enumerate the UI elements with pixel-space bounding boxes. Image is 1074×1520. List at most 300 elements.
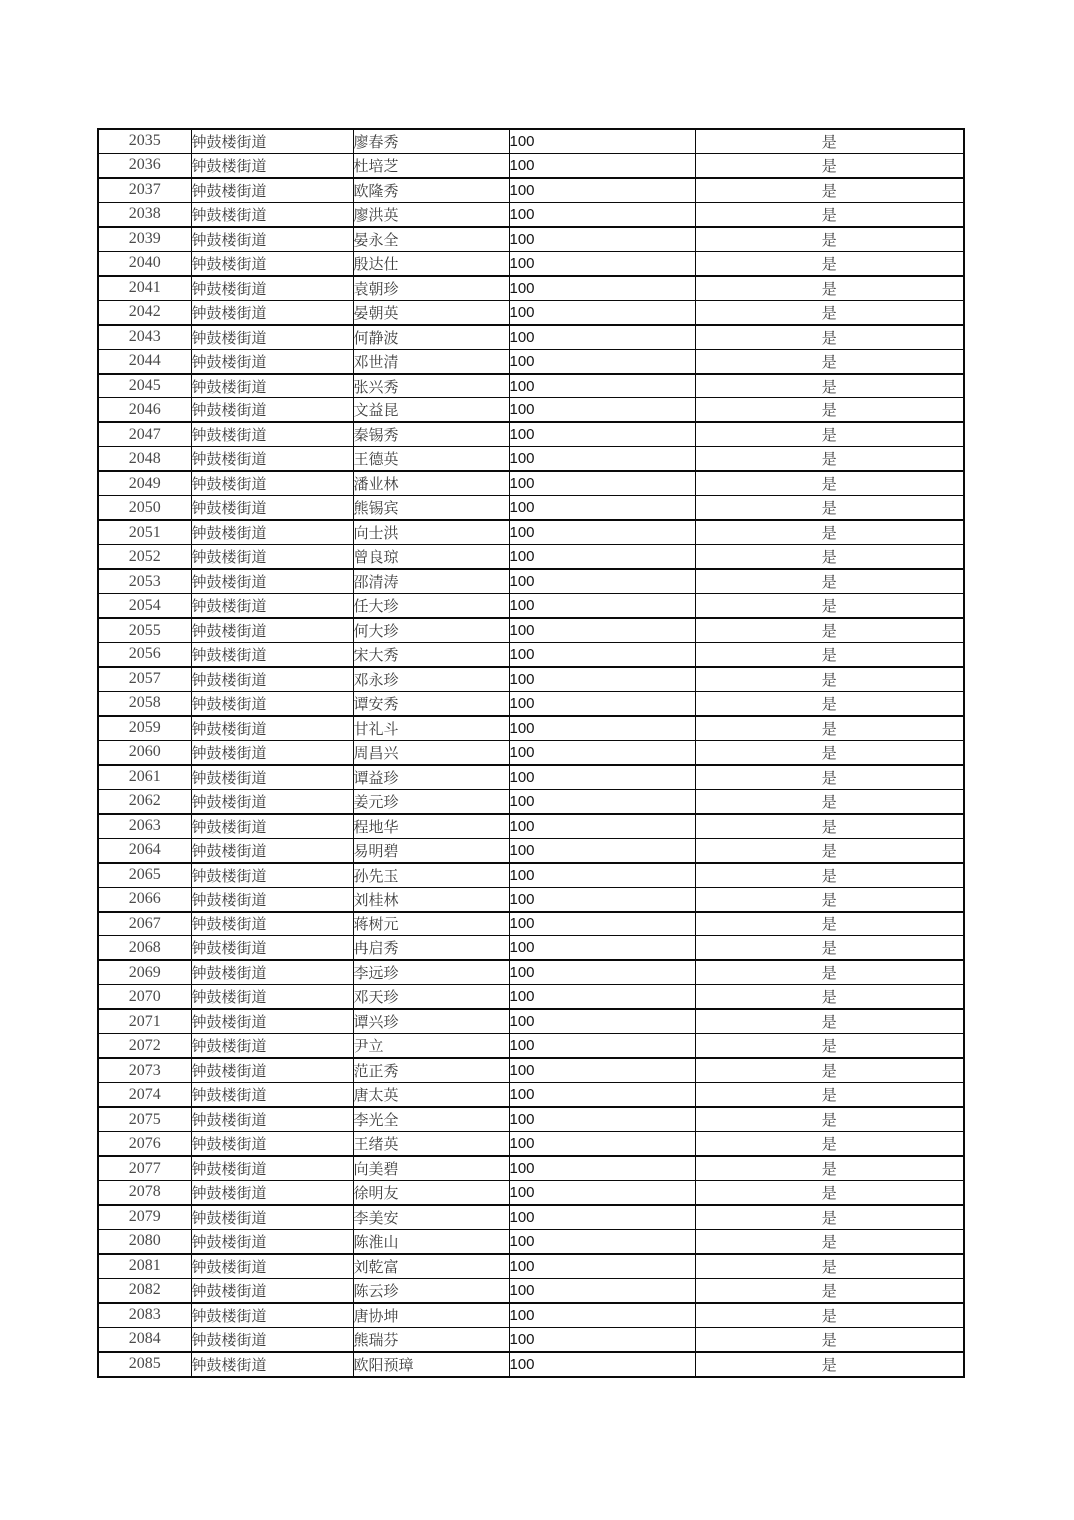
cell-street: 钟鼓楼街道 [191,1327,353,1351]
cell-street: 钟鼓楼街道 [191,1083,353,1107]
cell-name: 李光全 [353,1107,509,1131]
cell-score: 100 [509,1303,695,1327]
table-row [98,1180,964,1204]
cell-serial: 2055 [98,618,191,642]
cell-flag: 是 [695,985,964,1009]
cell-name: 曾良琼 [353,545,509,569]
cell-street: 钟鼓楼街道 [191,1303,353,1327]
table-row [98,1034,964,1058]
cell-street: 钟鼓楼街道 [191,691,353,715]
cell-name: 廖春秀 [353,129,509,153]
cell-score: 100 [509,520,695,544]
cell-street: 钟鼓楼街道 [191,471,353,495]
cell-score: 100 [509,1132,695,1156]
cell-serial: 2044 [98,349,191,373]
table-row [98,691,964,715]
cell-name: 晏永全 [353,227,509,251]
cell-score: 100 [509,789,695,813]
cell-serial: 2050 [98,496,191,520]
cell-serial: 2048 [98,447,191,471]
table-row [98,912,964,936]
cell-score: 100 [509,863,695,887]
cell-flag: 是 [695,667,964,691]
cell-serial: 2054 [98,594,191,618]
cell-flag: 是 [695,789,964,813]
cell-street: 钟鼓楼街道 [191,398,353,422]
cell-flag: 是 [695,1254,964,1278]
cell-score: 100 [509,1278,695,1302]
cell-flag: 是 [695,765,964,789]
cell-flag: 是 [695,129,964,153]
cell-flag: 是 [695,716,964,740]
cell-street: 钟鼓楼街道 [191,740,353,764]
cell-serial: 2061 [98,765,191,789]
cell-street: 钟鼓楼街道 [191,1278,353,1302]
cell-name: 冉启秀 [353,936,509,960]
cell-flag: 是 [695,520,964,544]
cell-name: 邵清涛 [353,569,509,593]
cell-serial: 2070 [98,985,191,1009]
table-row [98,1303,964,1327]
cell-score: 100 [509,300,695,324]
cell-serial: 2074 [98,1083,191,1107]
cell-score: 100 [509,447,695,471]
table-row [98,227,964,251]
cell-name: 姜元珍 [353,789,509,813]
cell-score: 100 [509,618,695,642]
table-row [98,838,964,862]
cell-score: 100 [509,374,695,398]
cell-score: 100 [509,1254,695,1278]
cell-name: 廖洪英 [353,202,509,226]
cell-score: 100 [509,276,695,300]
cell-name: 邓天珍 [353,985,509,1009]
cell-score: 100 [509,496,695,520]
cell-serial: 2051 [98,520,191,544]
cell-flag: 是 [695,594,964,618]
cell-street: 钟鼓楼街道 [191,202,353,226]
table-row [98,1058,964,1082]
table-row [98,1156,964,1180]
cell-serial: 2067 [98,912,191,936]
cell-name: 陈云珍 [353,1278,509,1302]
cell-flag: 是 [695,471,964,495]
table-row [98,325,964,349]
cell-score: 100 [509,1083,695,1107]
cell-score: 100 [509,740,695,764]
cell-serial: 2066 [98,887,191,911]
cell-score: 100 [509,202,695,226]
cell-name: 杜培芝 [353,153,509,177]
cell-name: 文益昆 [353,398,509,422]
cell-street: 钟鼓楼街道 [191,618,353,642]
cell-score: 100 [509,765,695,789]
cell-street: 钟鼓楼街道 [191,545,353,569]
cell-flag: 是 [695,936,964,960]
cell-name: 潘业林 [353,471,509,495]
cell-street: 钟鼓楼街道 [191,251,353,275]
cell-serial: 2078 [98,1180,191,1204]
cell-street: 钟鼓楼街道 [191,814,353,838]
table-body [98,129,964,1377]
cell-street: 钟鼓楼街道 [191,447,353,471]
cell-name: 任大珍 [353,594,509,618]
table-row [98,520,964,544]
cell-name: 秦锡秀 [353,422,509,446]
cell-name: 晏朝英 [353,300,509,324]
table-row [98,300,964,324]
cell-score: 100 [509,471,695,495]
cell-flag: 是 [695,1327,964,1351]
cell-flag: 是 [695,227,964,251]
cell-flag: 是 [695,863,964,887]
cell-street: 钟鼓楼街道 [191,863,353,887]
table-row [98,545,964,569]
cell-serial: 2040 [98,251,191,275]
cell-flag: 是 [695,153,964,177]
cell-serial: 2068 [98,936,191,960]
cell-serial: 2038 [98,202,191,226]
cell-flag: 是 [695,496,964,520]
table-row [98,202,964,226]
table-row [98,936,964,960]
cell-name: 陈淮山 [353,1229,509,1253]
cell-street: 钟鼓楼街道 [191,716,353,740]
table-row [98,1107,964,1131]
cell-flag: 是 [695,422,964,446]
table-row [98,1254,964,1278]
cell-flag: 是 [695,300,964,324]
table-row [98,1229,964,1253]
cell-flag: 是 [695,887,964,911]
cell-serial: 2057 [98,667,191,691]
cell-score: 100 [509,398,695,422]
cell-street: 钟鼓楼街道 [191,985,353,1009]
cell-serial: 2076 [98,1132,191,1156]
table-row [98,349,964,373]
cell-name: 周昌兴 [353,740,509,764]
cell-name: 欧隆秀 [353,178,509,202]
cell-name: 王德英 [353,447,509,471]
cell-flag: 是 [695,1034,964,1058]
cell-serial: 2052 [98,545,191,569]
table-row [98,1278,964,1302]
table-row [98,765,964,789]
cell-flag: 是 [695,912,964,936]
cell-serial: 2060 [98,740,191,764]
cell-name: 谭兴珍 [353,1009,509,1033]
table-row [98,1083,964,1107]
cell-flag: 是 [695,1352,964,1377]
cell-serial: 2084 [98,1327,191,1351]
cell-name: 王绪英 [353,1132,509,1156]
cell-street: 钟鼓楼街道 [191,643,353,667]
cell-serial: 2075 [98,1107,191,1131]
cell-name: 蒋树元 [353,912,509,936]
cell-serial: 2073 [98,1058,191,1082]
cell-name: 向美碧 [353,1156,509,1180]
table-row [98,1352,964,1377]
cell-name: 何大珍 [353,618,509,642]
cell-serial: 2062 [98,789,191,813]
cell-name: 易明碧 [353,838,509,862]
cell-name: 邓永珍 [353,667,509,691]
table-row [98,863,964,887]
cell-flag: 是 [695,569,964,593]
cell-name: 范正秀 [353,1058,509,1082]
table-row [98,740,964,764]
cell-street: 钟鼓楼街道 [191,178,353,202]
cell-serial: 2082 [98,1278,191,1302]
cell-flag: 是 [695,349,964,373]
cell-name: 熊瑞芬 [353,1327,509,1351]
cell-serial: 2072 [98,1034,191,1058]
cell-flag: 是 [695,1107,964,1131]
cell-flag: 是 [695,1009,964,1033]
cell-score: 100 [509,325,695,349]
data-table [97,128,965,1378]
cell-street: 钟鼓楼街道 [191,153,353,177]
cell-street: 钟鼓楼街道 [191,960,353,984]
cell-score: 100 [509,422,695,446]
cell-score: 100 [509,1352,695,1377]
cell-street: 钟鼓楼街道 [191,1009,353,1033]
cell-score: 100 [509,1107,695,1131]
cell-flag: 是 [695,1083,964,1107]
cell-flag: 是 [695,1180,964,1204]
table-row [98,814,964,838]
cell-serial: 2039 [98,227,191,251]
table-row [98,276,964,300]
cell-name: 谭益珍 [353,765,509,789]
cell-street: 钟鼓楼街道 [191,789,353,813]
cell-score: 100 [509,1205,695,1229]
cell-name: 向士洪 [353,520,509,544]
cell-flag: 是 [695,374,964,398]
cell-name: 李远珍 [353,960,509,984]
cell-name: 何静波 [353,325,509,349]
cell-flag: 是 [695,202,964,226]
cell-name: 唐协坤 [353,1303,509,1327]
table-row [98,618,964,642]
cell-name: 邓世清 [353,349,509,373]
cell-street: 钟鼓楼街道 [191,1254,353,1278]
cell-name: 徐明友 [353,1180,509,1204]
cell-score: 100 [509,1058,695,1082]
cell-serial: 2041 [98,276,191,300]
cell-street: 钟鼓楼街道 [191,276,353,300]
cell-name: 谭安秀 [353,691,509,715]
cell-score: 100 [509,691,695,715]
cell-serial: 2069 [98,960,191,984]
cell-name: 宋大秀 [353,643,509,667]
cell-serial: 2065 [98,863,191,887]
cell-serial: 2046 [98,398,191,422]
cell-flag: 是 [695,691,964,715]
cell-score: 100 [509,643,695,667]
cell-serial: 2056 [98,643,191,667]
cell-serial: 2037 [98,178,191,202]
cell-serial: 2043 [98,325,191,349]
cell-serial: 2081 [98,1254,191,1278]
cell-score: 100 [509,545,695,569]
cell-name: 熊锡宾 [353,496,509,520]
cell-flag: 是 [695,643,964,667]
cell-name: 程地华 [353,814,509,838]
table-row [98,960,964,984]
table-row [98,471,964,495]
cell-name: 刘桂林 [353,887,509,911]
cell-serial: 2036 [98,153,191,177]
table-row [98,643,964,667]
cell-name: 欧阳预璋 [353,1352,509,1377]
cell-flag: 是 [695,1278,964,1302]
table-row [98,985,964,1009]
cell-street: 钟鼓楼街道 [191,300,353,324]
cell-score: 100 [509,814,695,838]
cell-score: 100 [509,1156,695,1180]
cell-flag: 是 [695,276,964,300]
cell-name: 殷达仕 [353,251,509,275]
table-row [98,129,964,153]
cell-serial: 2035 [98,129,191,153]
cell-street: 钟鼓楼街道 [191,1229,353,1253]
table-row [98,447,964,471]
cell-flag: 是 [695,618,964,642]
cell-street: 钟鼓楼街道 [191,325,353,349]
cell-name: 甘礼斗 [353,716,509,740]
table-row [98,251,964,275]
cell-name: 孙先玉 [353,863,509,887]
cell-street: 钟鼓楼街道 [191,1058,353,1082]
cell-score: 100 [509,667,695,691]
table-row [98,422,964,446]
cell-score: 100 [509,594,695,618]
cell-score: 100 [509,838,695,862]
table-row [98,887,964,911]
cell-street: 钟鼓楼街道 [191,349,353,373]
cell-score: 100 [509,1009,695,1033]
cell-score: 100 [509,1180,695,1204]
table-row [98,1327,964,1351]
cell-flag: 是 [695,545,964,569]
cell-score: 100 [509,569,695,593]
table-row [98,398,964,422]
table-row [98,1009,964,1033]
cell-serial: 2049 [98,471,191,495]
cell-flag: 是 [695,447,964,471]
cell-score: 100 [509,960,695,984]
cell-serial: 2042 [98,300,191,324]
table-row [98,153,964,177]
cell-street: 钟鼓楼街道 [191,1132,353,1156]
cell-flag: 是 [695,1058,964,1082]
cell-score: 100 [509,349,695,373]
table-row [98,496,964,520]
cell-serial: 2071 [98,1009,191,1033]
cell-street: 钟鼓楼街道 [191,936,353,960]
cell-name: 袁朝珍 [353,276,509,300]
cell-serial: 2058 [98,691,191,715]
cell-serial: 2077 [98,1156,191,1180]
cell-street: 钟鼓楼街道 [191,1180,353,1204]
cell-score: 100 [509,887,695,911]
cell-score: 100 [509,912,695,936]
cell-street: 钟鼓楼街道 [191,129,353,153]
cell-serial: 2047 [98,422,191,446]
cell-score: 100 [509,251,695,275]
cell-street: 钟鼓楼街道 [191,1107,353,1131]
cell-score: 100 [509,129,695,153]
cell-serial: 2083 [98,1303,191,1327]
cell-flag: 是 [695,838,964,862]
cell-street: 钟鼓楼街道 [191,838,353,862]
cell-serial: 2064 [98,838,191,862]
cell-flag: 是 [695,325,964,349]
table-row [98,374,964,398]
table-row [98,716,964,740]
cell-flag: 是 [695,1303,964,1327]
cell-flag: 是 [695,740,964,764]
cell-street: 钟鼓楼街道 [191,1352,353,1377]
table-row [98,789,964,813]
cell-name: 刘乾富 [353,1254,509,1278]
cell-street: 钟鼓楼街道 [191,227,353,251]
cell-name: 尹立 [353,1034,509,1058]
cell-score: 100 [509,1034,695,1058]
cell-street: 钟鼓楼街道 [191,1034,353,1058]
cell-score: 100 [509,1327,695,1351]
cell-flag: 是 [695,814,964,838]
cell-score: 100 [509,985,695,1009]
cell-serial: 2063 [98,814,191,838]
table-row [98,569,964,593]
cell-serial: 2080 [98,1229,191,1253]
cell-street: 钟鼓楼街道 [191,765,353,789]
cell-street: 钟鼓楼街道 [191,520,353,544]
table-row [98,1132,964,1156]
cell-flag: 是 [695,1205,964,1229]
cell-name: 张兴秀 [353,374,509,398]
cell-score: 100 [509,716,695,740]
cell-serial: 2045 [98,374,191,398]
cell-score: 100 [509,153,695,177]
cell-score: 100 [509,227,695,251]
cell-serial: 2079 [98,1205,191,1229]
cell-flag: 是 [695,1156,964,1180]
table-row [98,594,964,618]
cell-flag: 是 [695,1229,964,1253]
table-row [98,667,964,691]
cell-serial: 2053 [98,569,191,593]
cell-name: 唐太英 [353,1083,509,1107]
cell-street: 钟鼓楼街道 [191,569,353,593]
cell-street: 钟鼓楼街道 [191,887,353,911]
cell-street: 钟鼓楼街道 [191,422,353,446]
cell-score: 100 [509,1229,695,1253]
cell-street: 钟鼓楼街道 [191,594,353,618]
cell-score: 100 [509,936,695,960]
cell-street: 钟鼓楼街道 [191,667,353,691]
table-row [98,178,964,202]
cell-serial: 2085 [98,1352,191,1377]
cell-street: 钟鼓楼街道 [191,1156,353,1180]
cell-street: 钟鼓楼街道 [191,374,353,398]
cell-serial: 2059 [98,716,191,740]
cell-street: 钟鼓楼街道 [191,496,353,520]
cell-flag: 是 [695,960,964,984]
cell-flag: 是 [695,1132,964,1156]
